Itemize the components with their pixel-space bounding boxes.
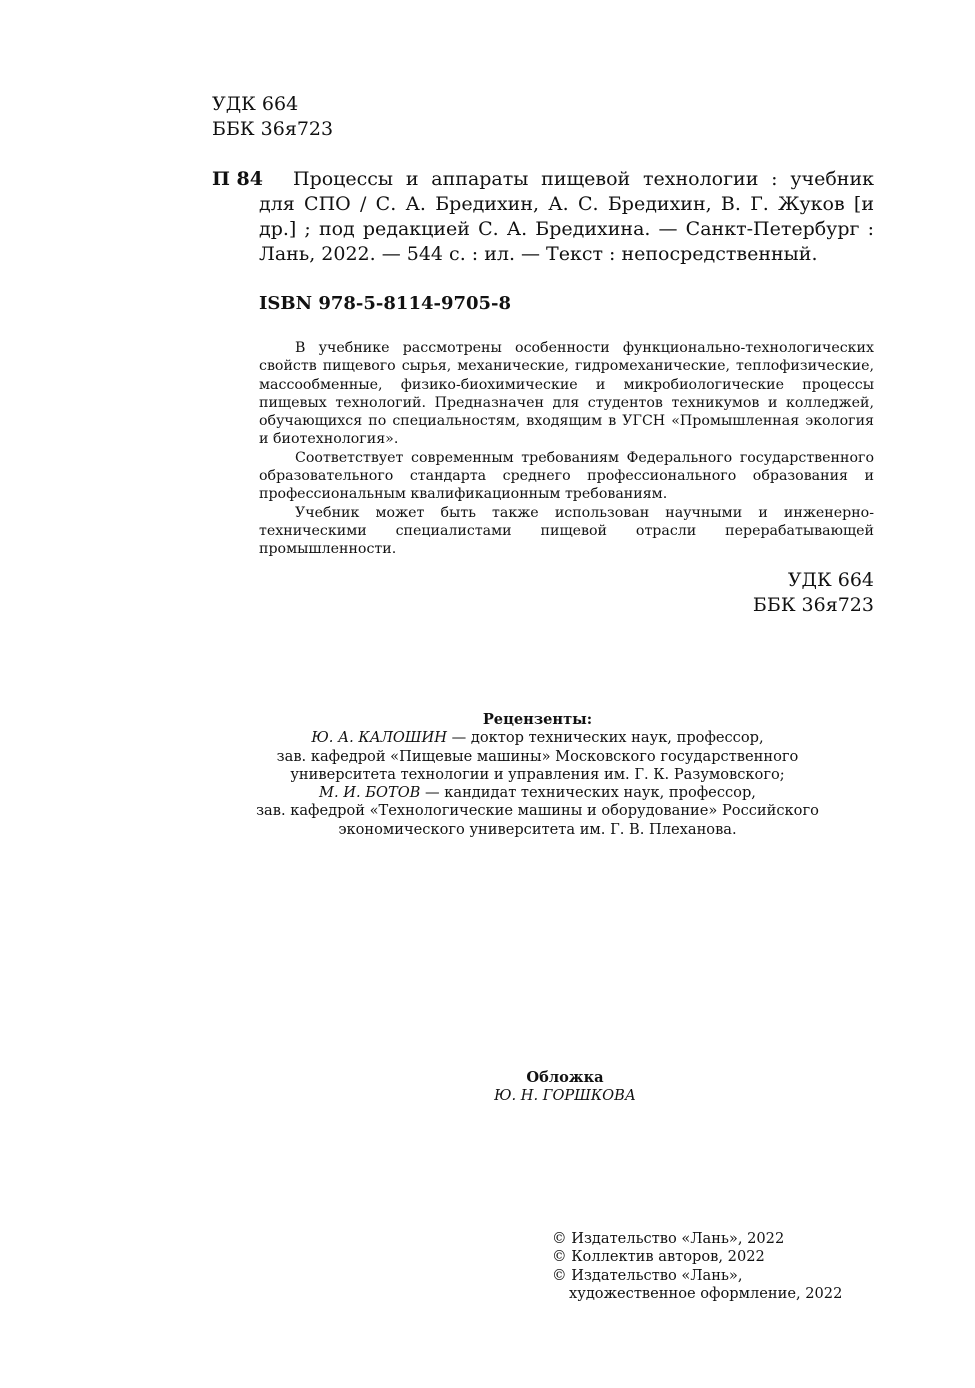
copyright-line: © Коллектив авторов, 2022 xyxy=(552,1248,765,1266)
copyright-line: © Издательство «Лань», xyxy=(552,1266,743,1284)
reviewers-heading: Рецензенты: xyxy=(482,711,593,728)
reviewer-2-title: — кандидат технических наук, профессор, xyxy=(420,784,756,802)
annotation xyxy=(259,339,874,559)
copyright-block xyxy=(552,1230,842,1303)
author-sign-code: П 84 xyxy=(212,168,263,190)
cover-credit xyxy=(400,1069,730,1106)
reviewer-1-affiliation: университета технологии и управления им. Г. К. Разумовского; xyxy=(290,765,785,783)
reviewer-2-affiliation: зав. кафедрой «Технологические машины и оборудование» Российского xyxy=(256,802,819,820)
udk-bbk-top xyxy=(212,92,333,142)
bbk-code: ББК 36я723 xyxy=(212,118,334,140)
reviewer-1-title: — доктор технических наук, профессор, xyxy=(447,729,764,747)
bibliographic-entry: Процессы и аппараты пищевой технологии : учебник для СПО / С. А. Бредихин, А. С. Бредихин, В. Г. Жуков [и др.] ; под редакцией С. А. Бредихина. — Санкт-Петербург : Лань, 2022. — 544 с. : ил. — Текст : непосредственный. xyxy=(259,168,874,265)
cover-designer: Ю. Н. ГОРШКОВА xyxy=(494,1087,636,1105)
bbk-code: ББК 36я723 xyxy=(752,594,874,616)
reviewer-1-affiliation: зав. кафедрой «Пищевые машины» Московского государственного xyxy=(276,747,799,765)
reviewer-1-name: Ю. А. КАЛОШИН xyxy=(311,729,447,747)
reviewers-block xyxy=(200,711,875,839)
reviewer-2-line xyxy=(200,784,875,802)
annotation-paragraph: Учебник может быть также использован научными и инженерно-техническими специалистами пищевой отрасли перерабатывающей промышленности. xyxy=(259,504,874,558)
reviewer-1-line xyxy=(200,729,875,747)
isbn: ISBN 978-5-8114-9705-8 xyxy=(259,293,512,314)
reviewer-2-name: М. И. БОТОВ xyxy=(319,784,421,802)
copyright-line: художественное оформление, 2022 xyxy=(569,1284,843,1302)
annotation-paragraph: В учебнике рассмотрены особенности функционально-технологических свойств пищевого сырья, механические, гидромеханические, теплофизические, массообменные, физико-биохимические и микробиологические процессы пищевых технологий. Предназначен для студентов техникумов и колледжей, обучающихся по специальностям, входящим в УГСН «Промышленная экология и биотехнология». xyxy=(259,340,874,448)
annotation-paragraph: Соответствует современным требованиям Федерального государственного образовательного стандарта среднего профессионального образования и профессиональным квалификационным требованиям. xyxy=(259,449,874,503)
udk-code: УДК 664 xyxy=(787,569,874,591)
udk-bbk-bottom xyxy=(753,568,874,618)
reviewer-2-affiliation: экономического университета им. Г. В. Плеханова. xyxy=(338,820,737,838)
udk-code: УДК 664 xyxy=(212,93,299,115)
copyright-line: © Издательство «Лань», 2022 xyxy=(552,1230,785,1247)
cover-heading: Обложка xyxy=(526,1069,604,1086)
